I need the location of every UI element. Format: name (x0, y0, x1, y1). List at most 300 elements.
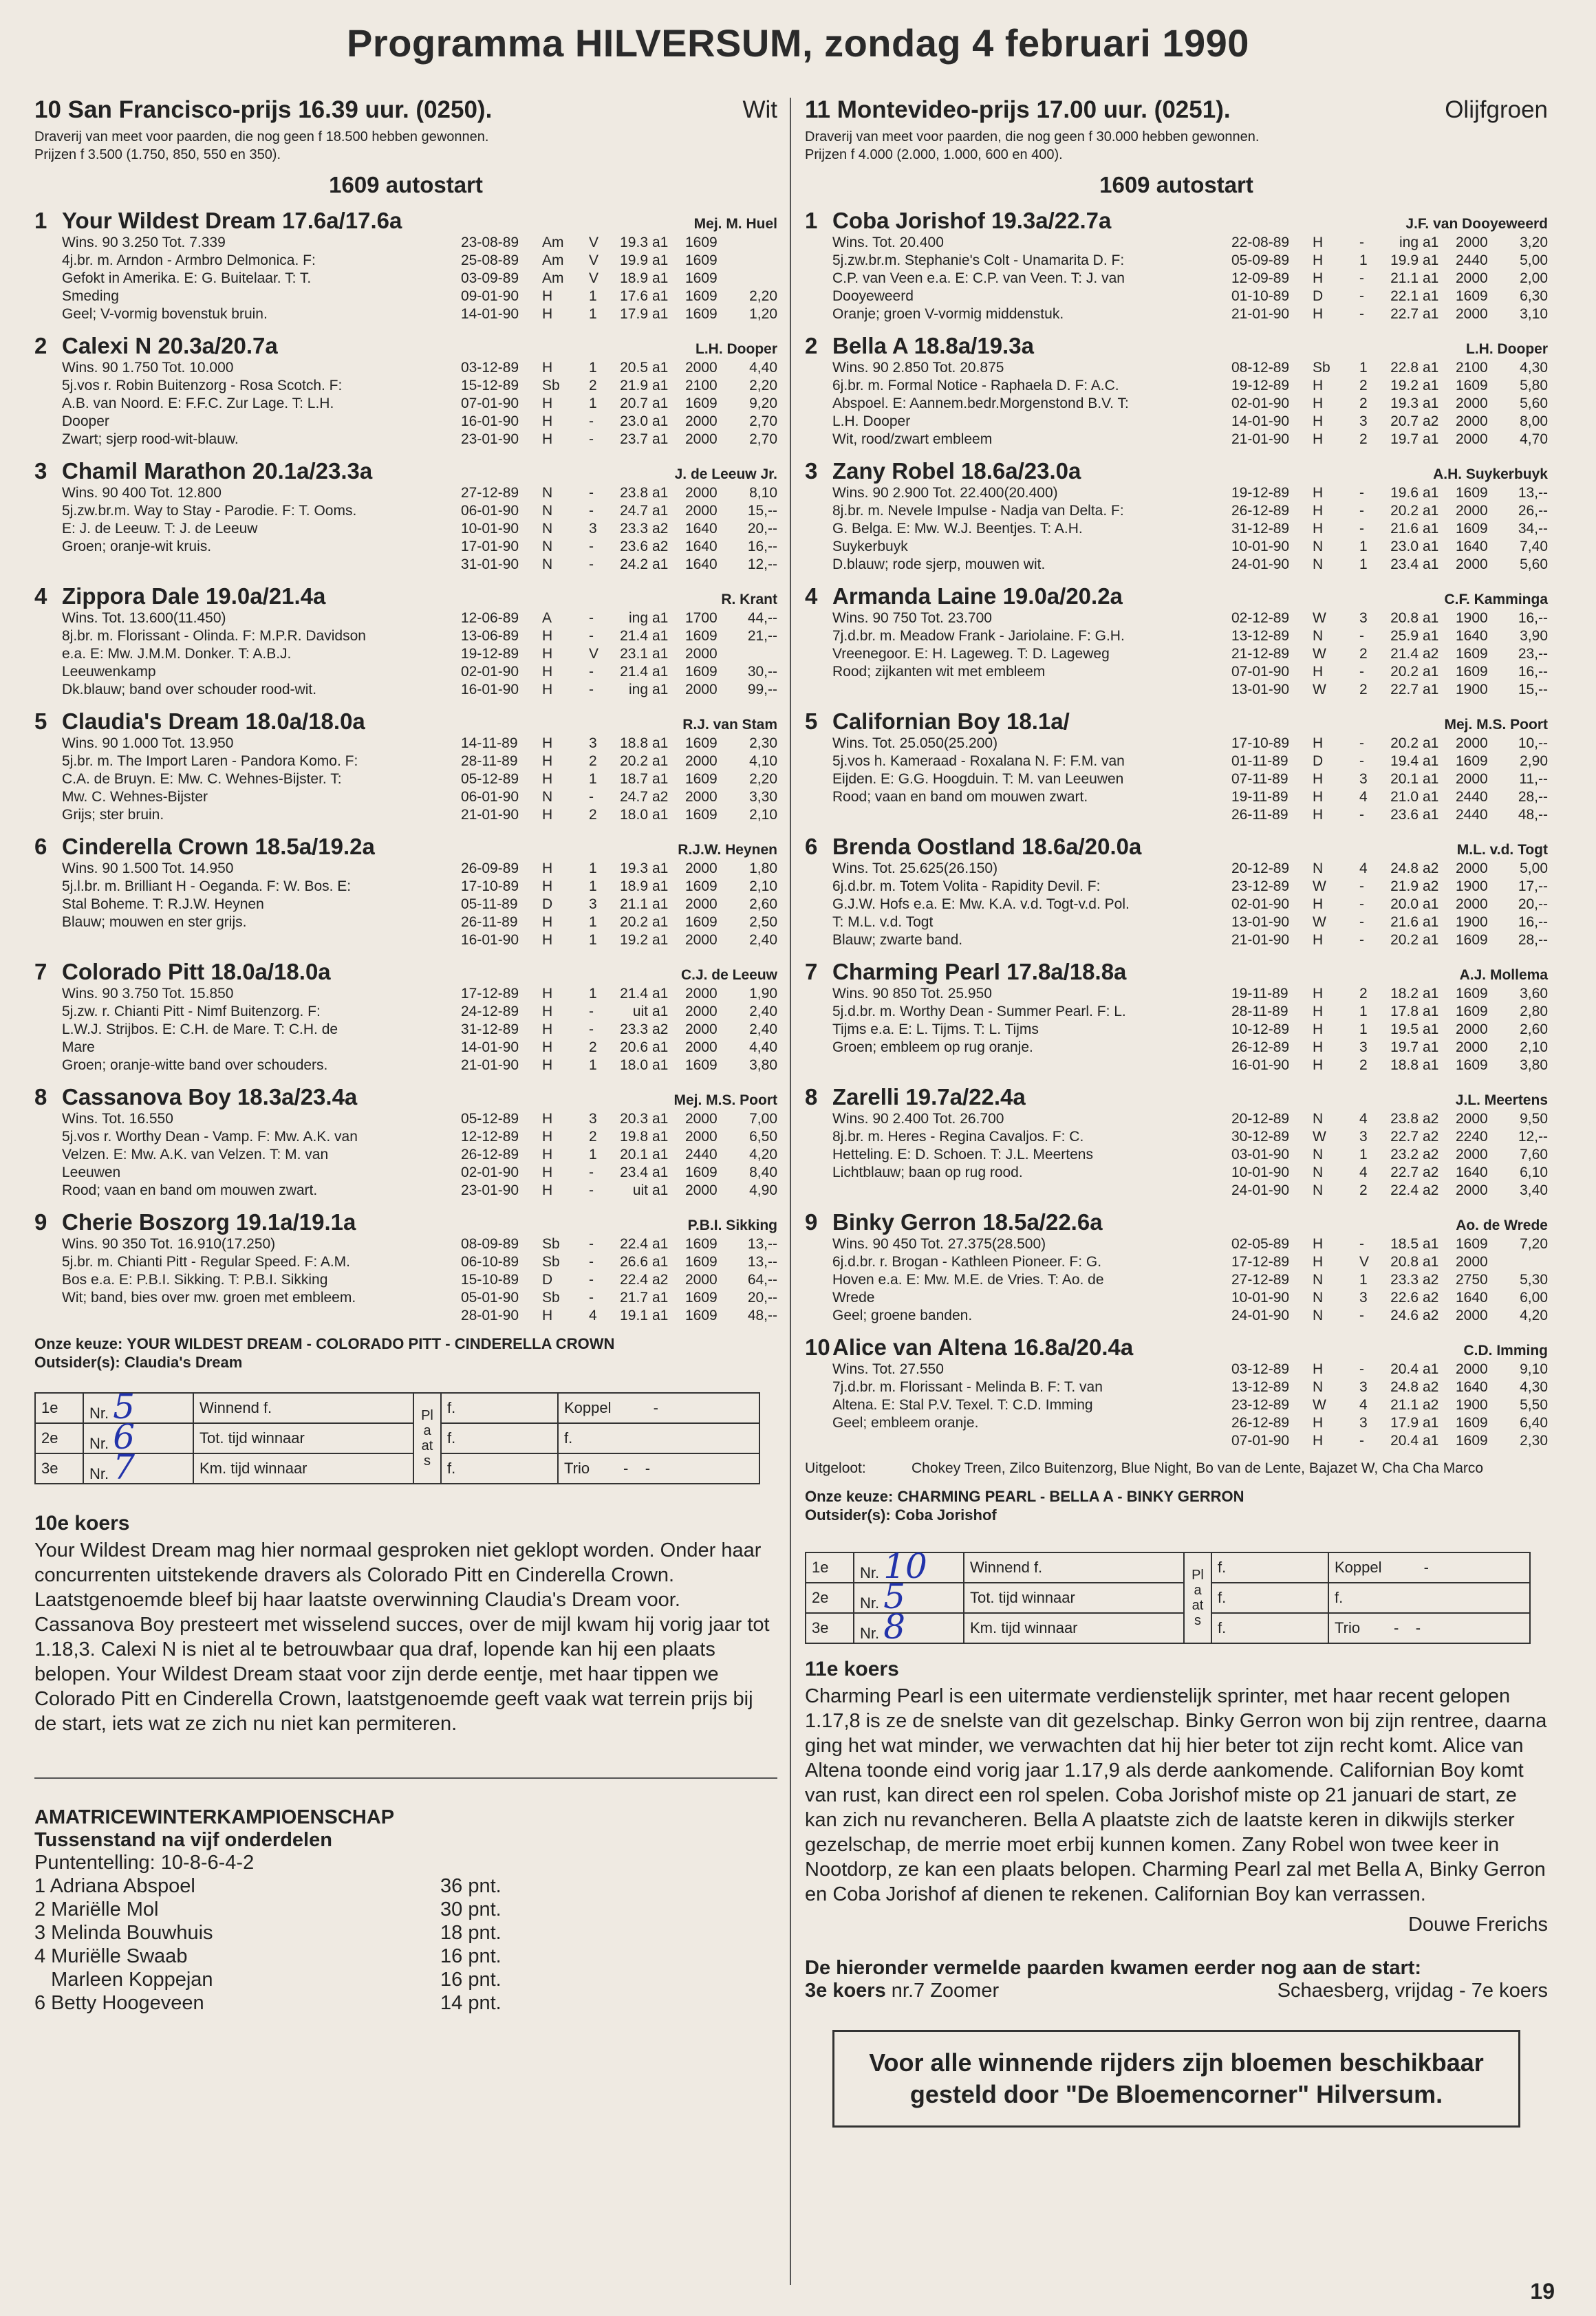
result-row (1231, 931, 1548, 949)
horse-entry (805, 1334, 1548, 1450)
result-start: a1 (1423, 288, 1439, 304)
result-place: 2 (1359, 1182, 1368, 1198)
withdrawn-list: Chokey Treen, Zilco Buitenzorg, Blue Night, Bo van de Lente, Bajazet W, Cha Cha Marco (912, 1460, 1484, 1476)
result-time: 20.1 (620, 1147, 648, 1162)
result-row (1231, 860, 1548, 878)
result-place: 2 (1359, 682, 1368, 697)
horse-info-line: Wrede (832, 1290, 875, 1306)
result-time: 18.0 (620, 1057, 648, 1073)
result-place: 1 (589, 1147, 597, 1162)
result-place: V (589, 270, 599, 286)
result-start: a1 (1423, 521, 1439, 537)
horse-info-line: 5j.br. m. The Import Laren - Pandora Komo. F: (62, 753, 358, 769)
standing-row (34, 1991, 777, 2015)
result-place: - (589, 1290, 594, 1306)
horse-entry (805, 708, 1548, 824)
dash: - (623, 1460, 629, 1477)
result-track: H (542, 735, 553, 751)
result-grid-row (35, 1423, 759, 1453)
horse-name-line (34, 333, 777, 359)
result-odds: 12,-- (747, 556, 777, 572)
horse-info-line: 8j.br. m. Nevele Impulse - Nadja van Delta. F: (832, 503, 1124, 519)
result-row (461, 788, 777, 806)
result-date: 02-01-90 (1231, 396, 1290, 411)
result-track: H (542, 664, 553, 680)
grid-place: 1e (35, 1393, 83, 1423)
result-place: 2 (589, 807, 597, 823)
result-row (1231, 395, 1548, 413)
horse-info (832, 1235, 1231, 1325)
result-start: a2 (1423, 413, 1439, 429)
result-date: 07-01-90 (1231, 664, 1290, 680)
result-start: a1 (652, 914, 669, 930)
race-conditions: Draverij van meet voor paarden, die nog geen f 18.500 hebben gewonnen. (34, 129, 489, 144)
result-place: - (589, 431, 594, 447)
result-track: H (1313, 378, 1324, 393)
result-row (1231, 1271, 1548, 1289)
f-label: f. (564, 1429, 573, 1447)
our-choice-label: Onze keuze: (34, 1335, 123, 1352)
grid-nr-cell[interactable] (83, 1447, 193, 1487)
horse-number: 6 (805, 834, 818, 859)
result-track: H (542, 1057, 553, 1073)
dash: - (1423, 1559, 1429, 1576)
result-start: a1 (1423, 1021, 1439, 1037)
result-date: 07-01-90 (461, 396, 519, 411)
result-time: 23.6 (1390, 807, 1419, 823)
result-place: 1 (589, 396, 597, 411)
horse-info-line: Velzen. E: Mw. A.K. van Velzen. T: M. van (62, 1147, 329, 1162)
horse-info (62, 609, 461, 699)
horse-body (62, 484, 777, 574)
result-place: 4 (1359, 861, 1368, 876)
result-start: a1 (652, 771, 669, 787)
handwritten-number: 8 (883, 1607, 906, 1647)
result-odds: 44,-- (747, 610, 777, 626)
result-start: a1 (1423, 1057, 1439, 1073)
result-distance: 2000 (685, 1272, 718, 1288)
result-row (1231, 609, 1548, 627)
result-track: H (542, 986, 553, 1002)
result-row (461, 770, 777, 788)
result-odds: 2,60 (1520, 1021, 1548, 1037)
horse-info-line: Wins. Tot. 27.550 (832, 1361, 944, 1377)
result-grid-row (35, 1393, 759, 1423)
horse-info-line: Stal Boheme. T: R.J.W. Heynen (62, 896, 264, 912)
horse-name-line (805, 583, 1548, 609)
result-distance: 1609 (1456, 288, 1488, 304)
koppel-label: Koppel (564, 1399, 612, 1416)
result-time: 18.8 (1390, 1057, 1419, 1073)
result-track: H (1313, 664, 1324, 680)
horse-entry (805, 959, 1548, 1074)
horse-info (62, 985, 461, 1074)
result-row (461, 663, 777, 681)
horse-results (461, 484, 777, 574)
result-track: N (542, 789, 553, 805)
result-distance: 1609 (685, 1290, 718, 1306)
result-time: 22.7 (1390, 682, 1419, 697)
result-row (1231, 377, 1548, 395)
result-distance: 2000 (685, 1021, 718, 1037)
grid-nr-cell[interactable] (854, 1546, 964, 1586)
result-row (1231, 1003, 1548, 1021)
result-track: W (1313, 1397, 1326, 1413)
result-date: 19-12-89 (1231, 485, 1290, 501)
result-place: 2 (589, 1039, 597, 1055)
result-date: 09-01-90 (461, 288, 519, 304)
result-time: 20.5 (620, 360, 648, 376)
grid-nr-label: Nr. (89, 1435, 109, 1452)
result-start: a2 (1423, 1165, 1439, 1180)
horse-entry (805, 333, 1548, 448)
horse-driver: J.F. van Dooyeweerd (1405, 216, 1548, 232)
result-odds: 2,90 (1520, 753, 1548, 769)
result-place: 2 (1359, 396, 1368, 411)
grid-nr-cell[interactable] (854, 1577, 964, 1616)
standing-row (34, 1874, 777, 1898)
result-distance: 2000 (1456, 413, 1488, 429)
horse-driver: R.J. van Stam (682, 717, 777, 733)
result-distance: 2000 (1456, 306, 1488, 322)
result-row (461, 305, 777, 323)
result-date: 17-10-89 (461, 878, 519, 894)
result-time: 22.8 (1390, 360, 1419, 376)
horse-body (62, 609, 777, 699)
result-distance: 2000 (685, 360, 718, 376)
result-start: a1 (652, 306, 669, 322)
grid-extra[interactable] (558, 1453, 759, 1484)
horse-info-line: Leeuwenkamp (62, 664, 156, 680)
grid-extra[interactable] (1328, 1583, 1530, 1613)
result-time: 18.9 (620, 878, 648, 894)
result-odds: 4,70 (1520, 431, 1548, 447)
result-place: 3 (589, 1111, 597, 1127)
result-start: a1 (652, 1004, 669, 1019)
horse-info-line: D.blauw; rode sjerp, mouwen wit. (832, 556, 1046, 572)
horse-number: 7 (34, 959, 47, 984)
result-row (461, 645, 777, 663)
grid-f[interactable]: f. (441, 1393, 558, 1423)
horse-info-line: Wit, rood/zwart embleem (832, 431, 993, 447)
result-row (461, 484, 777, 502)
grid-label: Km. tijd winnaar (964, 1613, 1184, 1643)
horse-entry (805, 1209, 1548, 1325)
result-odds: 1,90 (749, 986, 777, 1002)
result-track: D (1313, 288, 1324, 304)
result-date: 08-12-89 (1231, 360, 1290, 376)
handwritten-number: 10 (883, 1546, 927, 1586)
result-odds: 3,60 (1520, 986, 1548, 1002)
race-prizes: Prijzen f 3.500 (1.750, 850, 550 en 350). (34, 147, 281, 162)
result-place: - (589, 1236, 594, 1252)
horse-info-line: Groen; embleem op rug oranje. (832, 1039, 1033, 1055)
result-start: a2 (1423, 1397, 1439, 1413)
result-distance: 2440 (1456, 807, 1488, 823)
result-start: a1 (652, 1308, 669, 1323)
result-date: 21-01-90 (1231, 306, 1290, 322)
result-odds: 2,30 (749, 735, 777, 751)
result-place: 1 (589, 1057, 597, 1073)
result-distance: 1609 (685, 1254, 718, 1270)
grid-nr-label: Nr. (860, 1564, 880, 1581)
result-track: H (1313, 1057, 1324, 1073)
horse-info-line: Wins. Tot. 16.550 (62, 1111, 173, 1127)
grid-extra[interactable] (1328, 1552, 1530, 1583)
grid-f[interactable]: f. (1211, 1552, 1328, 1583)
result-start: a1 (1423, 682, 1439, 697)
horse-driver: C.D. Imming (1463, 1343, 1548, 1359)
result-start: a2 (1423, 646, 1439, 662)
result-place: 2 (589, 378, 597, 393)
result-track: H (1313, 1236, 1324, 1252)
horse-info-line: 6j.d.br. r. Brogan - Kathleen Pioneer. F: G. (832, 1254, 1102, 1270)
result-row (461, 1307, 777, 1325)
result-track: H (1313, 932, 1324, 948)
grid-f[interactable]: f. (1211, 1613, 1328, 1643)
result-start: a1 (1423, 306, 1439, 322)
horse-info-line: Wins. 90 1.500 Tot. 14.950 (62, 861, 234, 876)
race-color: Wit (742, 96, 777, 123)
horse-name: Armanda Laine 19.0a/20.2a (832, 583, 1123, 609)
horse-results (461, 1235, 777, 1325)
result-odds: 8,10 (749, 485, 777, 501)
result-time: 22.6 (1390, 1290, 1419, 1306)
grid-extra[interactable] (1328, 1613, 1530, 1643)
grid-f[interactable]: f. (441, 1453, 558, 1484)
result-track: H (1313, 1021, 1324, 1037)
result-odds: 26,-- (1518, 503, 1548, 519)
result-odds: 48,-- (747, 1308, 777, 1323)
result-place: 1 (1359, 539, 1368, 554)
result-distance: 2000 (1456, 235, 1488, 250)
result-date: 10-01-90 (1231, 539, 1290, 554)
horse-entry (34, 583, 777, 699)
result-date: 19-11-89 (1231, 986, 1288, 1002)
grid-plaats: Plaats (1184, 1552, 1211, 1643)
result-date: 28-01-90 (461, 1308, 519, 1323)
horse-info (832, 1361, 1231, 1450)
result-distance: 1609 (1456, 485, 1488, 501)
horse-body (832, 1361, 1548, 1450)
result-time: 22.4 (620, 1272, 648, 1288)
horse-entry (805, 583, 1548, 699)
result-place: - (1359, 503, 1364, 519)
result-place: - (1359, 306, 1364, 322)
earlier-row (805, 1980, 1548, 2002)
result-start: a2 (1423, 1272, 1439, 1288)
horse-info (62, 735, 461, 824)
horse-name-line (34, 458, 777, 484)
result-start: a2 (652, 789, 669, 805)
horse-results (1231, 985, 1548, 1074)
horse-body (62, 735, 777, 824)
grid-label: Km. tijd winnaar (193, 1453, 413, 1484)
horse-results (461, 860, 777, 949)
result-date: 03-12-89 (461, 360, 519, 376)
result-row (1231, 556, 1548, 574)
result-place: 2 (1359, 1057, 1368, 1073)
result-place: - (1359, 878, 1364, 894)
result-place: - (1359, 735, 1364, 751)
earlier-heading: De hieronder vermelde paarden kwamen eerder nog aan de start: (805, 1957, 1422, 1979)
result-distance: 1609 (685, 1308, 718, 1323)
standing-name: 2 Mariëlle Mol (34, 1898, 159, 1920)
result-odds: 2,40 (749, 932, 777, 948)
result-distance: 1900 (1456, 610, 1488, 626)
result-odds: 3,30 (749, 789, 777, 805)
result-place: - (589, 1004, 594, 1019)
horse-info-line: 7j.d.br. m. Florissant - Melinda B. F: T. van (832, 1379, 1103, 1395)
result-place: 1 (1359, 1147, 1368, 1162)
result-grid-row (806, 1583, 1530, 1613)
grid-nr-label: Nr. (89, 1465, 109, 1482)
result-place: 1 (589, 861, 597, 876)
koppel-label: Koppel (1335, 1559, 1382, 1576)
result-odds: 6,40 (1520, 1415, 1548, 1431)
result-track: H (1313, 306, 1324, 322)
result-track: N (1313, 861, 1324, 876)
result-row (461, 896, 777, 913)
result-start: a1 (1423, 431, 1439, 447)
result-time: 20.2 (1390, 735, 1419, 751)
result-date: 26-12-89 (1231, 1415, 1290, 1431)
result-track: H (542, 628, 553, 644)
result-date: 19-11-89 (1231, 789, 1288, 805)
result-place: 1 (589, 288, 597, 304)
result-track: N (1313, 556, 1324, 572)
our-choice-value: CHARMING PEARL - BELLA A - BINKY GERRON (897, 1488, 1244, 1505)
result-distance: 1609 (1456, 1004, 1488, 1019)
grid-f[interactable]: f. (441, 1423, 558, 1453)
horse-name-line (34, 1209, 777, 1235)
outsider-value: Claudia's Dream (124, 1354, 243, 1371)
result-distance: 1609 (685, 1165, 718, 1180)
grid-extra[interactable] (558, 1393, 759, 1423)
horse-name-line (805, 708, 1548, 735)
result-distance: 1609 (685, 628, 718, 644)
result-odds: 16,-- (1518, 914, 1548, 930)
horse-info-line: L.W.J. Strijbos. E: C.H. de Mare. T: C.H. de (62, 1021, 338, 1037)
result-distance: 1900 (1456, 878, 1488, 894)
result-row (1231, 1164, 1548, 1182)
grid-place: 2e (35, 1423, 83, 1453)
result-date: 26-11-89 (461, 914, 518, 930)
result-track: H (542, 396, 553, 411)
horse-results (461, 359, 777, 448)
grid-nr-cell[interactable] (83, 1417, 193, 1457)
horse-driver: C.F. Kamminga (1444, 592, 1548, 607)
grid-f[interactable]: f. (1211, 1583, 1328, 1613)
result-track: W (1313, 682, 1326, 697)
grid-nr-cell[interactable] (854, 1607, 964, 1647)
standing-name: 1 Adriana Abspoel (34, 1875, 195, 1897)
result-start: a1 (652, 753, 669, 769)
result-start: a1 (652, 682, 669, 697)
race-header (34, 96, 777, 124)
result-row (1231, 431, 1548, 448)
result-date: 15-10-89 (461, 1272, 519, 1288)
result-odds: 5,00 (1520, 861, 1548, 876)
result-distance: 1609 (685, 807, 718, 823)
result-date: 24-01-90 (1231, 556, 1290, 572)
horse-number: 8 (805, 1084, 818, 1110)
standing-name: Marleen Koppejan (34, 1969, 213, 1991)
result-place: V (589, 235, 599, 250)
result-odds: 2,20 (749, 288, 777, 304)
result-time: 23.7 (620, 431, 648, 447)
race-10-column (34, 96, 777, 2015)
horse-info-line: Wit; band, bies over mw. groen met embleem. (62, 1290, 356, 1306)
result-distance: 2000 (1456, 396, 1488, 411)
result-distance: 1609 (685, 735, 718, 751)
horse-name: Brenda Oostland 18.6a/20.0a (832, 834, 1142, 859)
result-track: Sb (542, 1290, 560, 1306)
result-odds: 3,40 (1520, 1182, 1548, 1198)
result-date: 23-08-89 (461, 235, 519, 250)
result-row (461, 609, 777, 627)
result-distance: 1640 (1456, 1165, 1488, 1180)
horse-body (62, 860, 777, 949)
our-choice (805, 1487, 1548, 1524)
horse-name-line (34, 208, 777, 234)
result-date: 21-01-90 (1231, 431, 1290, 447)
result-date: 12-09-89 (1231, 270, 1290, 286)
grid-extra[interactable] (558, 1423, 759, 1453)
grid-nr-cell[interactable] (83, 1387, 193, 1427)
horse-info (832, 359, 1231, 448)
result-row (1231, 1110, 1548, 1128)
result-track: H (1313, 896, 1324, 912)
horse-info (832, 609, 1231, 699)
result-date: 06-01-90 (461, 503, 519, 519)
result-place: 1 (589, 360, 597, 376)
result-time: 20.7 (620, 396, 648, 411)
standing-points: 36 pnt. (440, 1875, 502, 1897)
result-row (1231, 1378, 1548, 1396)
result-start: a1 (652, 1039, 669, 1055)
result-date: 17-01-90 (461, 539, 519, 554)
result-place: - (1359, 1433, 1364, 1449)
horse-info-line: 7j.d.br. m. Meadow Frank - Jariolaine. F: G.H. (832, 628, 1125, 644)
result-grid-row (806, 1552, 1530, 1583)
result-place: 3 (589, 735, 597, 751)
result-row (1231, 538, 1548, 556)
result-start: a1 (652, 431, 669, 447)
horse-number: 6 (34, 834, 47, 859)
result-distance: 2000 (1456, 1182, 1488, 1198)
result-date: 05-09-89 (1231, 252, 1290, 268)
horse-name: Chamil Marathon 20.1a/23.3a (62, 458, 373, 484)
horse-body (832, 609, 1548, 699)
result-start: a1 (652, 1254, 669, 1270)
result-start: a1 (652, 270, 669, 286)
result-start: a1 (1423, 378, 1439, 393)
result-track: H (1313, 1039, 1324, 1055)
dash: - (1393, 1619, 1399, 1636)
horse-name-line (34, 834, 777, 860)
result-time: 19.2 (620, 932, 648, 948)
result-track: H (1313, 1004, 1324, 1019)
grid-place: 3e (35, 1453, 83, 1484)
result-odds: 7,60 (1520, 1147, 1548, 1162)
horse-info-line: Dooyeweerd (832, 288, 914, 304)
result-place: 1 (589, 771, 597, 787)
horse-info-line: Wins. 90 1.750 Tot. 10.000 (62, 360, 234, 376)
trio-label: Trio (564, 1460, 590, 1477)
result-date: 26-09-89 (461, 861, 519, 876)
result-odds: 21,-- (747, 628, 777, 644)
